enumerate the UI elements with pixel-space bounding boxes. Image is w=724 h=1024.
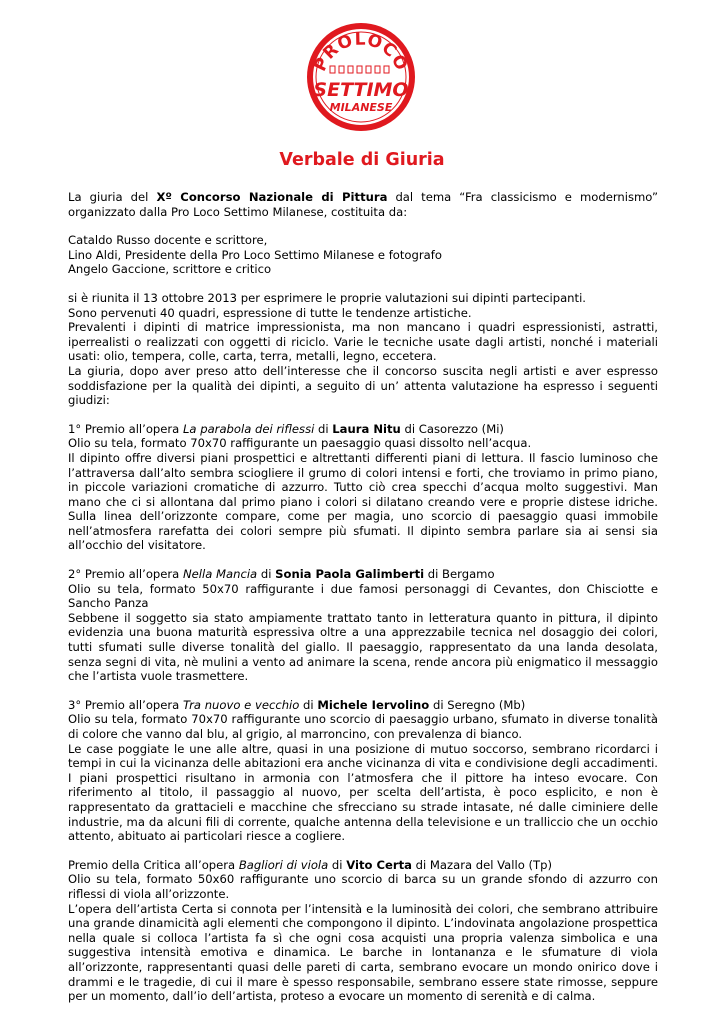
prize-heading: 2° Premio all’opera Nella Mancia di Sonia Paola Galimberti di Bergamo bbox=[68, 567, 495, 582]
jury-list bbox=[68, 233, 658, 277]
prize-second bbox=[68, 567, 658, 684]
svg-text:PROLOCO: PROLOCO bbox=[310, 29, 412, 75]
intro-paragraph: La giuria del Xº Concorso Nazionale di Pittura dal tema “Fra classicismo e modernismo” organizzato dalla Pro Loco Settimo Milanese, costituita da: bbox=[68, 190, 658, 219]
prize-heading: 1° Premio all’opera La parabola dei riflessi di Laura Nitu di Casorezzo (Mi) bbox=[68, 421, 504, 436]
prize-description: Olio su tela, formato 70x70 raffigurante un paesaggio quasi dissolto nell’acqua. bbox=[68, 436, 532, 451]
prize-description: L’opera dell’artista Certa si connota per l’intensità e la luminosità dei colori, che sembrano attribuire una grande dinamicità agli elementi che compongono il dipinto. L’indovinata angolazione prospettica nella quale si colloca l’artista fa sì che ogni cosa acquisti una propria valenza simbolica e una suggestiva intensità emotiva e dinamica. Le barche in lontananza e le sfumature di viola all’orizzonte, rappresentanti quasi delle pareti di carta, sembrano evocare un mondo onirico dove i drammi e le tragedie, di cui il mare è spesso responsabile, sembrano essere state rimosse, seppure per un momento, dall’io dell’artista, proteso a evocare un momento di serenità e di calma. bbox=[68, 901, 658, 1004]
svg-text:MILANESE: MILANESE bbox=[329, 101, 393, 114]
jury-member: Angelo Gaccione, scrittore e critico bbox=[68, 262, 272, 277]
jury-member: Lino Aldi, Presidente della Pro Loco Settimo Milanese e fotografo bbox=[68, 247, 442, 262]
prize-description: Olio su tela, formato 50x70 raffigurante i due famosi personaggi di Cevantes, don Chisciotte e Sancho Panza bbox=[68, 581, 658, 611]
meeting-line: La giuria, dopo aver preso atto dell’interesse che il concorso suscita negli artisti e aver espresso soddisfazione per la qualità dei dipinti, a seguito di un’ attenta valutazione ha espresso i seguenti giudizi: bbox=[68, 363, 658, 408]
prize-critics bbox=[68, 858, 658, 1004]
prize-heading: Premio della Critica all’opera Bagliori di viola di Vito Certa di Mazara del Vallo (Tp) bbox=[68, 857, 553, 872]
document-body bbox=[68, 190, 658, 1004]
jury-member: Cataldo Russo docente e scrittore, bbox=[68, 233, 268, 248]
meeting-line: si è riunita il 13 ottobre 2013 per esprimere le proprie valutazioni sui dipinti partecipanti. bbox=[68, 290, 586, 305]
prize-description: Le case poggiate le une alle altre, quasi in una posizione di mutuo soccorso, sembrano ricordarci i tempi in cui la vicinanza delle abitazioni era anche vicinanza di vita e condivisione degli accadimenti. I piani prospettici risultano in armonia con l’atmosfera che il pittore ha inteso evocare. Con riferimento al titolo, il passaggio al nuovo, per scelta dell’artista, è poco esplicito, e non è rappresentato da grattacieli e macchine che sfrecciano su strade intasate, né dalle ciminiere delle industrie, ma da alcuni fili di corrente, qualche antenna della televisione e un tralliccio che un occhio attento, abituato ai particolari riesce a cogliere. bbox=[68, 741, 658, 844]
prize-description: Olio su tela, formato 50x60 raffigurante uno scorcio di barca su un grande sfondo di azzurro con riflessi di viola all’orizzonte. bbox=[68, 872, 658, 901]
prize-heading: 3° Premio all’opera Tra nuovo e vecchio di Michele Iervolino di Seregno (Mb) bbox=[68, 697, 526, 712]
meeting-line: Prevalenti i dipinti di matrice impressionista, ma non mancano i quadri espressionisti, astratti, iperrealisti o realizzati con oggetti di riciclo. Varie le tecniche usate dagli artisti, nonché i materiali usati: olio, tempera, colle, carta, terra, metalli, legno, eccetera. bbox=[68, 320, 658, 364]
proloco-logo bbox=[306, 22, 416, 132]
prize-description: Sebbene il soggetto sia stato ampiamente trattato tanto in letteratura quanto in pittura, il dipinto evidenzia una buona maturità espressiva oltre a una apprezzabile tecnica nel dosaggio dei colori, tutti sfumati sulle diverse tonalità del giallo. Il paesaggio, rappresentato da una landa desolata, senza segni di vita, nè mulini a vento ad animare la scena, rende ancora più enigmatico il messaggio che l’artista vuole trasmettere. bbox=[68, 610, 658, 684]
prize-description: Olio su tela, formato 70x70 raffigurante uno scorcio di paesaggio urbano, sfumato in diverse tonalità di colore che vanno dal blu, al grigio, al marroncino, con prevalenza di bianco. bbox=[68, 712, 658, 741]
document-title: Verbale di Giuria bbox=[279, 150, 445, 170]
prize-first bbox=[68, 422, 658, 553]
meeting-section bbox=[68, 291, 658, 408]
prize-third bbox=[68, 698, 658, 844]
svg-text:SETTIMO: SETTIMO bbox=[313, 79, 409, 101]
meeting-line: Sono pervenuti 40 quadri, espressione di tutte le tendenze artistiche. bbox=[68, 305, 472, 320]
prize-description: Il dipinto offre diversi piani prospettici e altrettanti differenti piani di lettura. Il fascio luminoso che l’attraversa dall’alto sembra sciogliere il grumo di colori intensi e forti, che troviamo in primo piano, in piccole variazioni cromatiche di azzurro. Tutto ciò crea specchi d’acqua molto suggestivi. Man mano che ci si allontana dal primo piano i colori si dilatano creando vere e proprie distese idriche. Sulla linea dell’orizzonte compare, come per magia, uno scorcio di paesaggio quasi immobile nell’atmosfera rarefatta dei colori sempre più sfumati. Il dipinto sembra parlare sia ai sensi sia all’occhio del visitatore. bbox=[68, 450, 658, 553]
